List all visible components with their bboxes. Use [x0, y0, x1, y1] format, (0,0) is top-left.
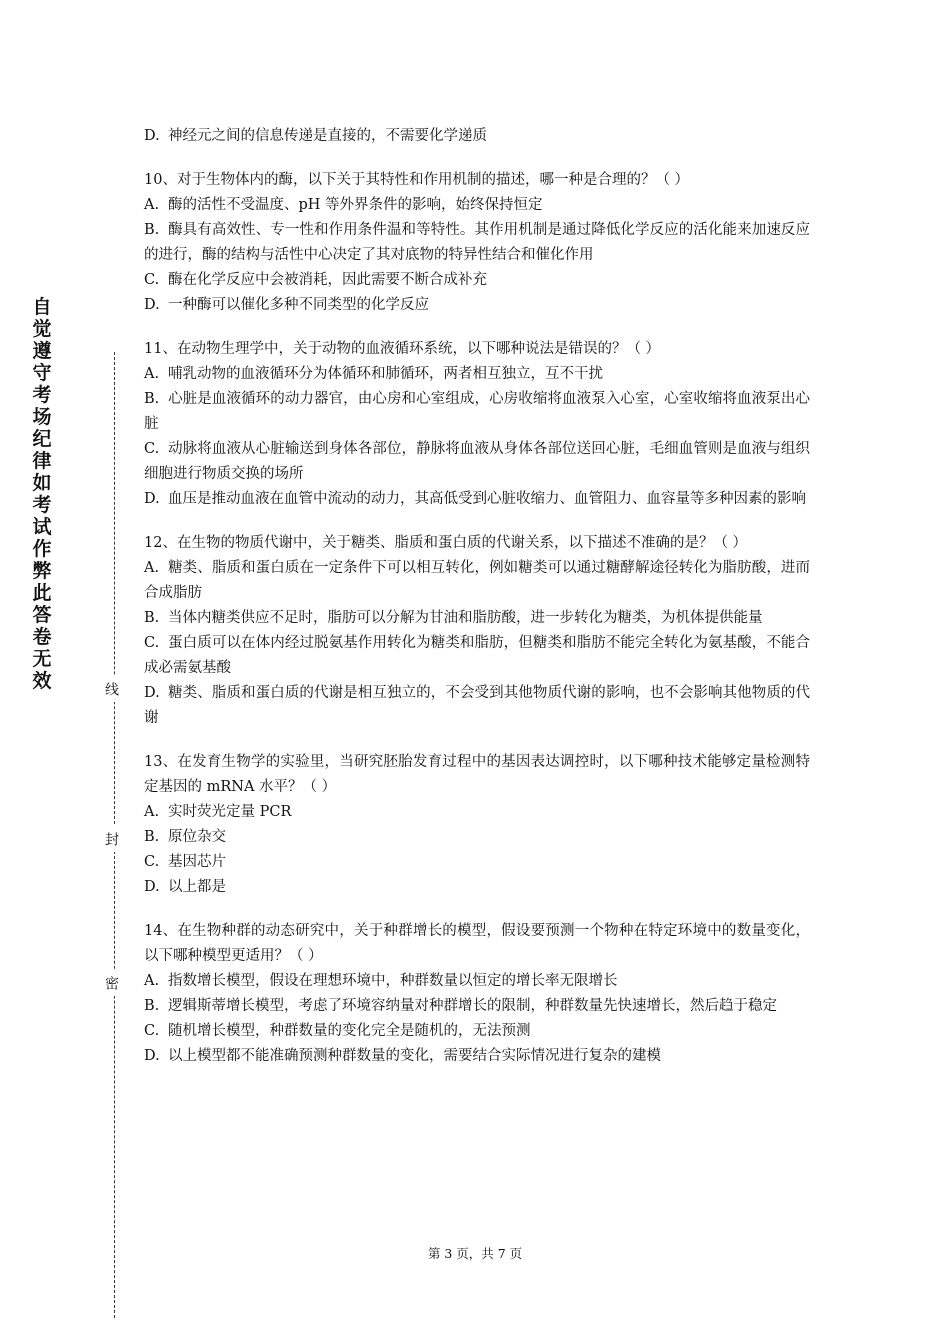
option-line	[144, 681, 810, 731]
binding-label-mi: 密	[104, 970, 124, 996]
option-text: 糖类、脂质和蛋白质的代谢是相互独立的，不会受到其他物质代谢的影响，也不会影响其他物质的代谢	[144, 685, 810, 726]
question-13	[144, 750, 810, 900]
option-text: 哺乳动物的血液循环分为体循环和肺循环，两者相互独立，互不干扰	[168, 366, 603, 382]
margin-warning-text: 自觉遵守考场纪律如考试作弊此答卷无效	[32, 296, 52, 692]
option-label: B.	[144, 610, 160, 626]
question-stem: 13、在发育生物学的实验里，当研究胚胎发育过程中的基因表达调控时，以下哪种技术能够定量检测特定基因的 mRNA 水平？（ ）	[144, 754, 810, 795]
option-line	[144, 1044, 810, 1069]
option-label: C.	[144, 635, 160, 651]
option-line	[144, 293, 810, 318]
question-stem: 10、对于生物体内的酶，以下关于其特性和作用机制的描述，哪一种是合理的？（ ）	[144, 172, 690, 188]
option-line	[144, 556, 810, 606]
option-label: A.	[144, 973, 160, 989]
option-text: 指数增长模型，假设在理想环境中，种群数量以恒定的增长率无限增长	[168, 973, 618, 989]
option-text: 酶的活性不受温度、pH 等外界条件的影响，始终保持恒定	[168, 197, 543, 213]
option-text: 以上模型都不能准确预测种群数量的变化，需要结合实际情况进行复杂的建模	[168, 1048, 661, 1064]
option-text: 酶在化学反应中会被消耗，因此需要不断合成补充	[168, 272, 487, 288]
option-label: B.	[144, 998, 160, 1014]
binding-label-feng: 封	[104, 826, 124, 852]
option-text: 原位杂交	[168, 829, 226, 845]
option-text: 酶具有高效性、专一性和作用条件温和等特性。其作用机制是通过降低化学反应的活化能来加速反应的进行，酶的结构与活性中心决定了其对底物的特异性结合和催化作用	[144, 222, 810, 263]
option-label: D.	[144, 1048, 160, 1064]
option-label: D.	[144, 685, 160, 701]
option-text: 一种酶可以催化多种不同类型的化学反应	[168, 297, 429, 313]
option-label: C.	[144, 441, 160, 457]
page-footer: 第 3 页，共 7 页	[427, 1246, 523, 1261]
option-text: 实时荧光定量 PCR	[168, 804, 292, 820]
option-line	[144, 969, 810, 994]
option-line	[144, 268, 810, 293]
question-content	[144, 124, 810, 1088]
option-line	[144, 487, 810, 512]
option-line	[144, 994, 810, 1019]
option-label: D.	[144, 128, 160, 144]
option-line	[144, 825, 810, 850]
option-line	[144, 387, 810, 437]
option-label: D.	[144, 879, 160, 895]
option-text: 以上都是	[168, 879, 226, 895]
question-stem: 12、在生物的物质代谢中，关于糖类、脂质和蛋白质的代谢关系，以下描述不准确的是？（ ）	[144, 535, 748, 551]
option-text: 动脉将血液从心脏输送到身体各部位，静脉将血液从身体各部位送回心脏，毛细血管则是血液与组织细胞进行物质交换的场所	[144, 441, 810, 482]
option-text: 血压是推动血液在血管中流动的动力，其高低受到心脏收缩力、血管阻力、血容量等多种因素的影响	[168, 491, 806, 507]
option-label: D.	[144, 491, 160, 507]
previous-question-tail	[144, 124, 810, 149]
option-text: 心脏是血液循环的动力器官，由心房和心室组成，心房收缩将血液泵入心室，心室收缩将血液泵出心脏	[144, 391, 810, 432]
option-line	[144, 800, 810, 825]
question-14	[144, 919, 810, 1069]
option-label: B.	[144, 829, 160, 845]
option-line	[144, 193, 810, 218]
option-label: A.	[144, 560, 160, 576]
question-10	[144, 168, 810, 318]
question-12	[144, 531, 810, 731]
option-label: B.	[144, 391, 160, 407]
option-line	[144, 362, 810, 387]
option-label: D.	[144, 297, 160, 313]
option-line	[144, 850, 810, 875]
option-label: C.	[144, 272, 160, 288]
option-text: 神经元之间的信息传递是直接的，不需要化学递质	[168, 128, 487, 144]
option-line	[144, 631, 810, 681]
option-line	[144, 218, 810, 268]
option-line	[144, 124, 810, 149]
option-label: A.	[144, 197, 160, 213]
option-label: A.	[144, 804, 160, 820]
option-line	[144, 875, 810, 900]
option-label: C.	[144, 854, 160, 870]
option-label: A.	[144, 366, 160, 382]
option-line	[144, 1019, 810, 1044]
question-11	[144, 337, 810, 512]
option-text: 随机增长模型，种群数量的变化完全是随机的，无法预测	[168, 1023, 531, 1039]
option-label: C.	[144, 1023, 160, 1039]
option-text: 当体内糖类供应不足时，脂肪可以分解为甘油和脂肪酸，进一步转化为糖类，为机体提供能量	[168, 610, 763, 626]
question-stem: 11、在动物生理学中，关于动物的血液循环系统，以下哪种说法是错误的？（ ）	[144, 341, 661, 357]
option-text: 基因芯片	[168, 854, 226, 870]
option-label: B.	[144, 222, 160, 238]
question-stem: 14、在生物种群的动态研究中，关于种群增长的模型，假设要预测一个物种在特定环境中的数量变化，以下哪种模型更适用？（ ）	[144, 923, 810, 964]
option-text: 糖类、脂质和蛋白质在一定条件下可以相互转化，例如糖类可以通过糖酵解途径转化为脂肪酸，进而合成脂肪	[144, 560, 810, 601]
binding-label-xian: 线	[104, 676, 124, 702]
option-text: 逻辑斯蒂增长模型，考虑了环境容纳量对种群增长的限制，种群数量先快速增长，然后趋于稳定	[168, 998, 777, 1014]
option-text: 蛋白质可以在体内经过脱氨基作用转化为糖类和脂肪，但糖类和脂肪不能完全转化为氨基酸，不能合成必需氨基酸	[144, 635, 810, 676]
option-line	[144, 606, 810, 631]
option-line	[144, 437, 810, 487]
